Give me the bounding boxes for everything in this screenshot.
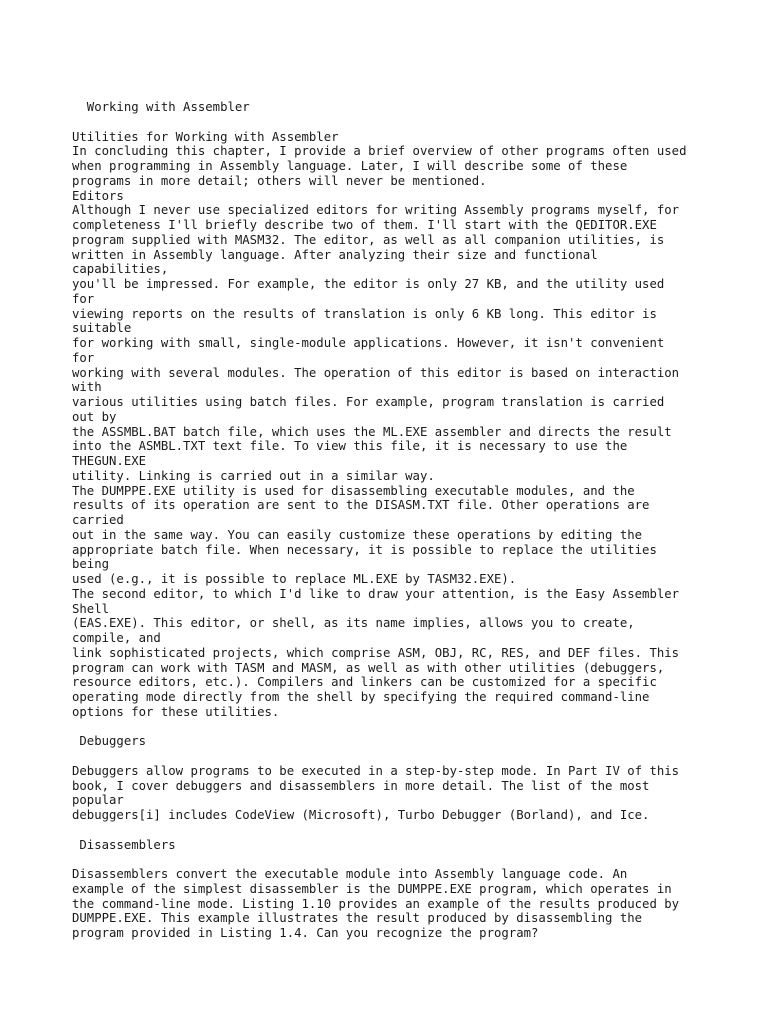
blank-line [72,720,732,735]
page-header: Working with Assembler [72,100,250,114]
text-line: DUMPPE.EXE. This example illustrates the result produced by disassembling the [72,911,643,926]
text-line: In concluding this chapter, I provide a brief overview of other programs often used [72,144,687,159]
text-line: Disassemblers convert the executable module into Assembly language code. An [72,867,628,881]
text-line: example of the simplest disassembler is the DUMPPE.EXE program, which operates in [72,881,672,896]
text-line: debuggers[i] includes CodeView (Microsoft), Turbo Debugger (Borland), and Ice. [72,808,650,822]
text-line: utility. Linking is carried out in a similar way. [72,468,435,483]
text-line: with [72,380,102,395]
text-line: the command-line mode. Listing 1.10 provides an example of the results produced by [72,896,680,911]
text-line: link sophisticated projects, which comprise ASM, OBJ, RC, RES, and DEF files. This [72,645,680,660]
text-line: when programming in Assembly language. Later, I will describe some of these [72,159,628,173]
text-line: into the ASMBL.TXT text file. To view this file, it is necessary to use the [72,439,628,454]
text-line: being [72,557,110,572]
blank-line [72,749,732,764]
text-line: program supplied with MASM32. The editor, as well as all companion utilities, is [72,232,665,247]
blank-line [72,115,732,130]
text-line: THEGUN.EXE [72,454,147,468]
text-line: out by [72,409,117,424]
blank-line [72,823,732,838]
text-line: appropriate batch file. When necessary, it is possible to replace the utilities [72,542,657,557]
text-line: program provided in Listing 1.4. Can you recognize the program? [72,926,539,940]
subsection-heading [72,852,732,867]
text-line: used (e.g., it is possible to replace ML.EXE by TASM32.EXE). [72,572,517,586]
subsection-heading: Editors [72,188,124,203]
text-line: suitable [72,321,132,336]
text-line: Disassemblers [72,837,176,852]
text-line: program can work with TASM and MASM, as well as with other utilities (debuggers, [72,660,665,675]
text-line: for working with small, single-module applications. However, it isn't convenient [72,336,665,350]
text-line: Debuggers allow programs to be executed in a step-by-step mode. In Part IV of this [72,763,680,778]
text-line: book, I cover debuggers and disassemblers in more detail. The list of the most [72,778,650,793]
text-line: compile, and [72,631,161,645]
text-line: working with several modules. The operation of this editor is based on interaction [72,365,680,380]
text-line: (EAS.EXE). This editor, or shell, as its name implies, allows you to create, [72,616,635,631]
text-line: completeness I'll briefly describe two of them. I'll start with the QEDITOR.EXE [72,218,657,232]
text-line: Although I never use specialized editors for writing Assembly programs myself, for [72,203,680,218]
text-line: carried [72,513,124,527]
text-line: operating mode directly from the shell by specifying the required command-line [72,690,650,704]
text-line: programs in more detail; others will never be mentioned. [72,173,487,188]
subsection-heading: Debuggers [72,734,147,749]
section-heading: Utilities for Working with Assembler [72,129,339,144]
text-line: you'll be impressed. For example, the editor is only 27 KB, and the utility used [72,277,665,291]
text-line: results of its operation are sent to the DISASM.TXT file. Other operations are [72,498,650,513]
text-line: out in the same way. You can easily customize these operations by editing the [72,527,643,542]
text-line: the ASSMBL.BAT batch file, which uses the ML.EXE assembler and directs the result [72,424,672,439]
text-line: various utilities using batch files. For example, program translation is carried [72,395,665,409]
text-line: written in Assembly language. After analyzing their size and functional [72,247,598,262]
text-line: for [72,291,95,306]
text-line: The second editor, to which I'd like to draw your attention, is the Easy Assembler [72,586,680,601]
text-line: options for these utilities. [72,704,280,719]
text-line: capabilities, [72,262,169,277]
text-line: Shell [72,601,110,616]
text-line: viewing reports on the results of translation is only 6 KB long. This editor is [72,306,657,321]
text-line: popular [72,793,124,808]
document-text [72,100,732,941]
text-line: The DUMPPE.EXE utility is used for disassembling executable modules, and the [72,483,635,498]
text-line: for [72,350,95,365]
text-line: resource editors, etc.). Compilers and linkers can be customized for a specific [72,675,657,690]
